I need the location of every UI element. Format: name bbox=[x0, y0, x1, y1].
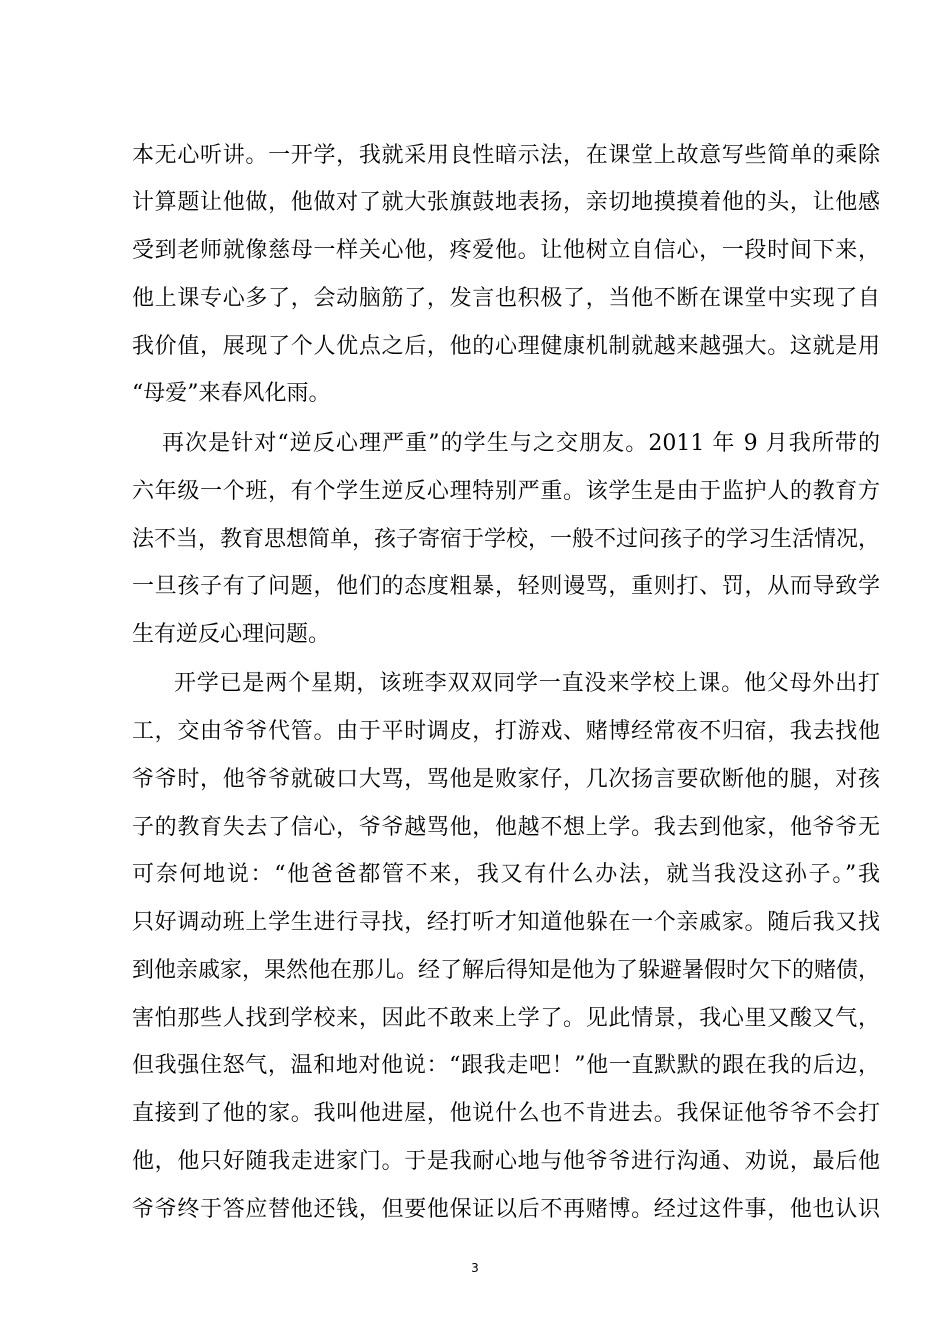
text-line: 我价值，展现了个人优点之后，他的心理健康机制就越来越强大。这就是用 bbox=[132, 334, 880, 359]
text-line: 六年级一个班，有个学生逆反心理特别严重。该学生是由于监护人的教育方 bbox=[132, 479, 880, 504]
text-line: 本无心听讲。一开学，我就采用良性暗示法，在课堂上故意写些简单的乘除 bbox=[132, 143, 880, 168]
text-line: 一旦孩子有了问题，他们的态度粗暴，轻则谩骂，重则打、罚，从而导致学 bbox=[132, 574, 880, 599]
text-line: 工，交由爷爷代管。由于平时调皮，打游戏、赌博经常夜不归宿，我去找他 bbox=[132, 719, 880, 744]
text-line: “母爱”来春风化雨。 bbox=[132, 381, 331, 406]
text-line: 生有逆反心理问题。 bbox=[132, 622, 331, 647]
text-line: 受到老师就像慈母一样关心他，疼爱他。让他树立自信心，一段时间下来， bbox=[132, 238, 880, 263]
text-line: 只好调动班上学生进行寻找，经打听才知道他躲在一个亲戚家。随后我又找 bbox=[132, 910, 880, 935]
text-line: 开学已是两个星期，该班李双双同学一直没来学校上课。他父母外出打 bbox=[174, 671, 880, 696]
text-line: 子的教育失去了信心，爷爷越骂他，他越不想上学。我去到他家，他爷爷无 bbox=[132, 815, 880, 840]
text-line: 可奈何地说：“他爸爸都管不来，我又有什么办法，就当我没这孙子。”我 bbox=[132, 862, 880, 887]
text-line: 再次是针对“逆反心理严重”的学生与之交朋友。2011 年 9 月我所带的 bbox=[162, 431, 880, 456]
text-line: 害怕那些人找到学校来，因此不敢来上学了。见此情景，我心里又酸又气， bbox=[132, 1006, 880, 1031]
text-line: 到他亲戚家，果然他在那儿。经了解后得知是他为了躲避暑假时欠下的赌债， bbox=[132, 958, 880, 983]
text-line: 他上课专心多了，会动脑筋了，发言也积极了，当他不断在课堂中实现了自 bbox=[132, 286, 880, 311]
text-line: 爷爷终于答应替他还钱，但要他保证以后不再赌博。经过这件事，他也认识 bbox=[132, 1197, 880, 1222]
text-line: 法不当，教育思想简单，孩子寄宿于学校，一般不过问孩子的学习生活情况， bbox=[132, 527, 880, 552]
text-line: 爷爷时，他爷爷就破口大骂，骂他是败家仔，几次扬言要砍断他的腿，对孩 bbox=[132, 767, 880, 792]
page-number: 3 bbox=[471, 1261, 479, 1275]
text-line: 他，他只好随我走进家门。于是我耐心地与他爷爷进行沟通、劝说，最后他 bbox=[132, 1149, 880, 1174]
text-line: 直接到了他的家。我叫他进屋，他说什么也不肯进去。我保证他爷爷不会打 bbox=[132, 1101, 880, 1126]
text-line: 但我强住怒气，温和地对他说：“跟我走吧！”他一直默默的跟在我的后边， bbox=[132, 1053, 880, 1078]
text-line: 计算题让他做，他做对了就大张旗鼓地表扬，亲切地摸摸着他的头，让他感 bbox=[132, 190, 880, 215]
